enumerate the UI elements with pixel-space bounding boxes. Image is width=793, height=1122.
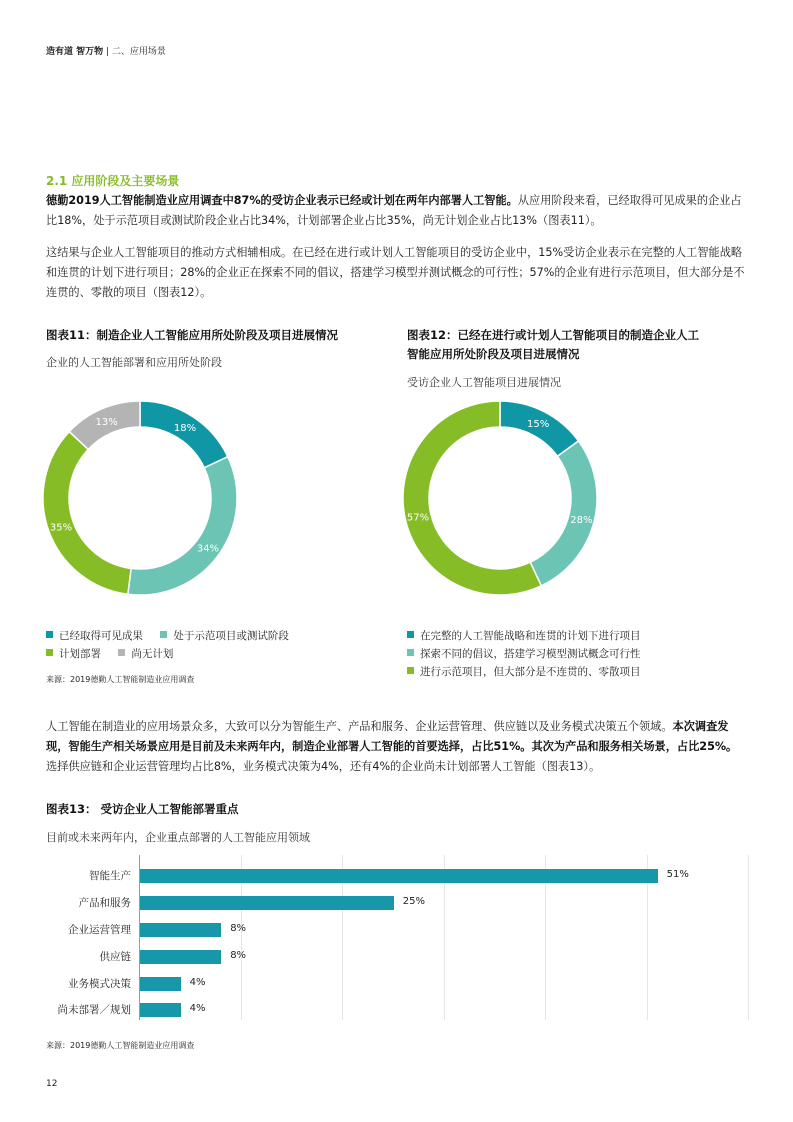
- donut-value-label: 13%: [95, 416, 118, 428]
- legend-swatch: [46, 631, 53, 638]
- header-section: 二、应用场景: [111, 47, 166, 57]
- header-brand: 造有道 智万物: [46, 47, 104, 57]
- legend-label: 尚无计划: [131, 648, 174, 660]
- bar: [140, 977, 181, 991]
- donut-value-label: 34%: [196, 543, 220, 555]
- legend-swatch: [407, 649, 414, 656]
- fig13-title: 图表13： 受访企业人工智能部署重点: [46, 802, 239, 816]
- bar: [140, 896, 394, 910]
- section-title: 2.1 应用阶段及主要场景: [46, 174, 180, 188]
- fig12-subtitle: 受访企业人工智能项目进展情况: [407, 376, 561, 389]
- fig13-source: 来源：2019德勤人工智能制造业应用调查: [46, 1041, 195, 1050]
- legend-item: [46, 645, 101, 663]
- paragraph-3-bold: 本次调查发现，智能生产相关场景应用是目前及未来两年内，制造企业部署人工智能的首要选择，占比51%。其次为产品和服务相关场景，占比25%。: [46, 720, 738, 753]
- legend-label: 处于示范项目或测试阶段: [173, 630, 289, 642]
- fig11-source: 来源：2019德勤人工智能制造业应用调查: [46, 675, 195, 684]
- fig12-title-line-1: 图表12：已经在进行或计划人工智能项目的制造企业人工: [407, 328, 700, 342]
- donut-value-label: 15%: [527, 419, 550, 431]
- bar-category-label: 产品和服务: [78, 897, 131, 910]
- legend-swatch: [46, 649, 53, 656]
- legend-label: 进行示范项目，但大部分是不连贯的、零散项目: [420, 666, 641, 678]
- bar-category-label: 业务模式决策: [68, 977, 131, 990]
- legend-swatch: [118, 649, 125, 656]
- bar-category-label: 智能生产: [89, 870, 131, 883]
- legend-item: [160, 627, 289, 645]
- bar: [140, 923, 221, 937]
- running-header: [46, 44, 166, 57]
- bar: [140, 950, 221, 964]
- donut-slice: [43, 432, 131, 595]
- bar-value-label: 8%: [230, 949, 247, 961]
- donut-value-label: 28%: [570, 514, 593, 526]
- paragraph-1: [46, 191, 746, 231]
- bar: [140, 869, 658, 883]
- fig11-legend: [46, 627, 303, 663]
- donut-slice: [530, 441, 597, 586]
- fig11-subtitle: 企业的人工智能部署和应用所处阶段: [46, 356, 222, 369]
- gridline: [748, 855, 749, 1020]
- bar-value-label: 51%: [666, 869, 689, 881]
- paragraph-3-text-1: 人工智能在制造业的应用场景众多，大致可以分为智能生产、产品和服务、企业运营管理、供应链以及业务模式决策五个领域。: [46, 720, 673, 733]
- paragraph-1-bold: 德勤2019人工智能制造业应用调查中87%的受访企业表示已经或计划在两年内部署人工智能。: [46, 194, 518, 207]
- paragraph-2: 这结果与企业人工智能项目的推动方式相辅相成。在已经在进行或计划人工智能项目的受访企业中，15%受访企业表示在完整的人工智能战略和连贯的计划下进行项目；28%的企业正在探索不同的倡议，搭建学习模型并测试概念的可行性；57%的企业有进行示范项目，但大部分是不连贯的、零散的项目（图表12）。: [46, 246, 745, 299]
- bar-value-label: 25%: [402, 896, 425, 908]
- fig12-legend: [407, 627, 641, 681]
- page-number: 12: [46, 1079, 58, 1089]
- bar-value-label: 4%: [189, 1003, 206, 1015]
- header-separator: |: [103, 47, 112, 57]
- donut-slice: [128, 457, 237, 595]
- bar-category-label: 尚未部署／规划: [57, 1004, 131, 1017]
- legend-item: [46, 627, 143, 645]
- fig11-title: 图表11：制造企业人工智能应用所处阶段及项目进展情况: [46, 328, 339, 342]
- fig12-title: [407, 326, 699, 364]
- fig13-bar-chart: [0, 855, 793, 1025]
- legend-label: 计划部署: [59, 648, 101, 660]
- fig13-subtitle: 目前或未来两年内，企业重点部署的人工智能应用领域: [46, 831, 310, 844]
- legend-label: 已经取得可见成果: [59, 630, 143, 642]
- bar-value-label: 8%: [230, 923, 247, 934]
- fig11-donut-chart: [40, 395, 250, 610]
- fig12-donut-chart: [400, 395, 610, 610]
- donut-value-label: 57%: [406, 512, 430, 524]
- legend-swatch: [407, 667, 414, 674]
- paragraph-1-text: 从应用阶段来看，已经取得可见成果的企业占比18%，处于示范项目或测试阶段企业占比34%，计划部署企业占比35%，尚无计划企业占比13%（图表11）。: [46, 194, 742, 227]
- donut-value-label: 18%: [173, 423, 197, 435]
- legend-swatch: [160, 631, 167, 638]
- legend-item: [407, 663, 641, 681]
- donut-value-label: 35%: [49, 522, 73, 534]
- bar-category-label: 供应链: [99, 950, 131, 963]
- legend-item: [118, 645, 173, 663]
- fig12-title-line-2: 智能应用所处阶段及项目进展情况: [407, 347, 580, 361]
- legend-label: 在完整的人工智能战略和连贯的计划下进行项目: [420, 630, 641, 642]
- bar: [140, 1003, 181, 1017]
- legend-label: 探索不同的倡议，搭建学习模型测试概念可行性: [420, 648, 641, 660]
- legend-swatch: [407, 631, 414, 638]
- paragraph-3-text-2: 选择供应链和企业运营管理均占比8%，业务模式决策为4%，还有4%的企业尚未计划部署人工智能（图表13）。: [46, 760, 601, 773]
- donut-slice: [140, 401, 228, 468]
- legend-item: [407, 627, 641, 645]
- paragraph-3: [46, 717, 746, 777]
- bar-category-label: 企业运营管理: [68, 924, 131, 936]
- legend-item: [407, 645, 641, 663]
- bar-value-label: 4%: [189, 976, 206, 988]
